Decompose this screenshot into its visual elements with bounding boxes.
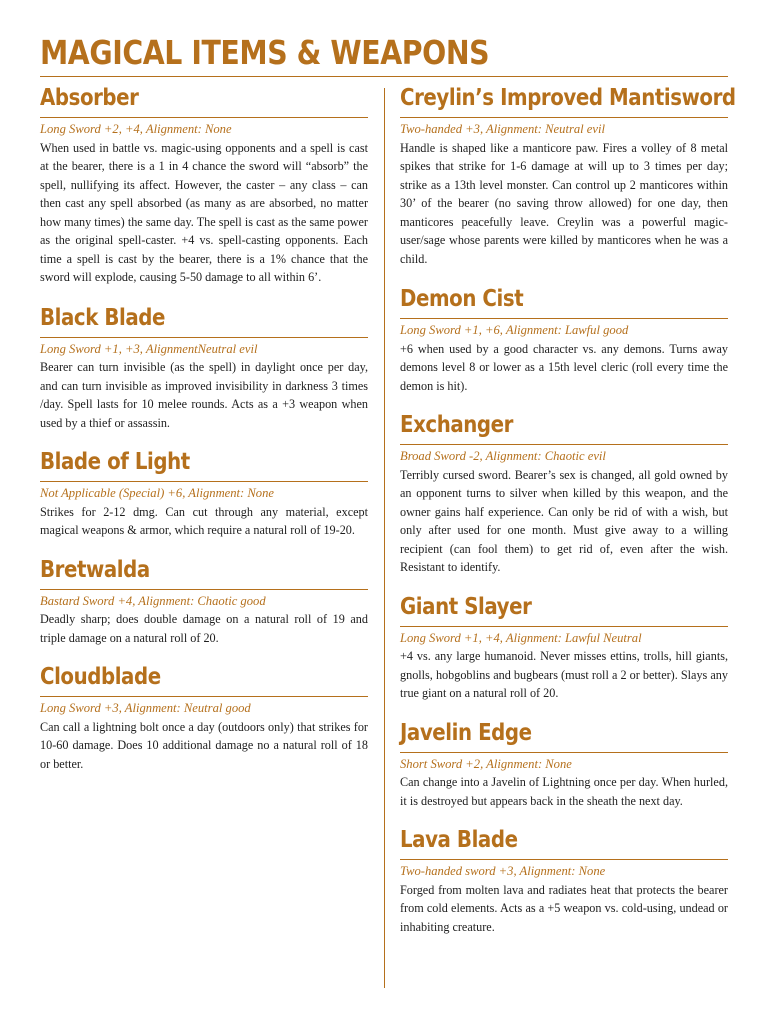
item-name: Giant Slayer <box>400 593 532 620</box>
item-stats: Long Sword +1, +6, Alignment: Lawful good <box>400 323 629 337</box>
item-stats: Bastard Sword +4, Alignment: Chaotic good <box>40 593 266 608</box>
item-stats: Long Sword +1, +4, Alignment: Lawful Neutral <box>400 630 642 645</box>
item-name: Exchanger <box>400 412 513 438</box>
item-description: Strikes for 2-12 dmg. Can cut through any material, except magical weapons & armor, which require a natural roll of 19-20. <box>40 504 368 537</box>
item-divider <box>400 626 728 627</box>
item-stats: Long Sword +1, +3, AlignmentNeutral evil <box>40 341 258 356</box>
item-divider <box>40 589 368 590</box>
item-divider <box>40 337 368 338</box>
item-description: Can change into a Javelin of Lightning once per day. When hurled, it is destroyed but appears back in the sheath the next day. <box>400 775 728 808</box>
item-name: Lava Blade <box>400 827 518 853</box>
item-name: Absorber <box>40 85 139 111</box>
item-stats: Long Sword +3, Alignment: Neutral good <box>40 701 251 715</box>
item-description: Can call a lightning bolt once a day (outdoors only) that strikes for 10-60 damage. Does 10 additional damage no a natural roll of 18 or better. <box>40 719 368 771</box>
item-name: Javelin Edge <box>400 719 532 746</box>
item-entry-demon-cist <box>400 285 728 395</box>
item-entry-javelin-edge <box>400 719 728 811</box>
item-divider <box>400 859 728 860</box>
item-divider <box>400 752 728 753</box>
item-entry-lava-blade <box>400 826 728 936</box>
item-description: Bearer can turn invisible (as the spell) in daylight once per day, and can turn invisible as improved invisibility in darkness 3 times /day. Spell lasts for 10 melee rounds. Acts as a +3 weapon when used by a thief or assassin. <box>40 360 368 430</box>
item-description: Forged from molten lava and radiates heat that protects the bearer from cold elements. Acts as a +5 weapon vs. cold-using, undead or inhabiting creature. <box>400 882 728 934</box>
item-divider <box>400 444 728 445</box>
item-description: Handle is shaped like a manticore paw. Fires a volley of 8 metal spikes that strike for 1-6 damage at will up to 3 times per day; strike as a 13th level monster. Can control up 2 manticores within 30’ of the bearer (no saving throw allowed) for one day, then manticores peacefully leave. Creylin was a powerful magic-user/sage whose parents were killed by manticores when he was a child. <box>400 140 728 266</box>
item-divider <box>40 481 368 482</box>
item-stats: Short Sword +2, Alignment: None <box>400 756 572 771</box>
item-entry-exchanger <box>400 411 728 577</box>
item-entry-giant-slayer <box>400 593 728 703</box>
item-entry-bretwalda <box>40 556 368 648</box>
item-divider <box>400 117 728 118</box>
item-name: Bretwalda <box>40 556 150 583</box>
column-divider <box>384 88 385 988</box>
item-entry-blade-of-light <box>40 448 368 540</box>
item-name: Black Blade <box>40 304 166 331</box>
left-column <box>40 84 368 787</box>
item-divider <box>40 117 368 118</box>
title-divider <box>40 76 728 77</box>
item-description: When used in battle vs. magic-using opponents and a spell is cast at the bearer, there is a 1 in 4 chance the sword will “absorb” the spell, nullifying its affect. However, the caster – any class – can then cast any spell absorbed (as many as are absorbed, no matter how many times) the same day. The spell is cast as the same power as the original spell-caster. +4 vs. spell-casting opponents. Each time a spell is cast by the bearer, there is a 1% chance that the sword will explode, causing 5-50 damage to all within 6’. <box>40 140 368 284</box>
item-description: +4 vs. any large humanoid. Never misses ettins, trolls, hill giants, gnolls, hobgoblins and bugbears (must roll a 2 or better). Slays any true giant on a natural roll of 20. <box>400 649 728 700</box>
item-name: Demon Cist <box>400 286 524 312</box>
item-description: +6 when used by a good character vs. any demons. Turns away demons level 8 or lower as a 15th level cleric (roll every time the demon is hit). <box>400 341 728 393</box>
item-divider <box>40 696 368 697</box>
item-stats: Two-handed sword +3, Alignment: None <box>400 864 606 878</box>
item-name: Creylin’s Improved Mantisword <box>400 85 736 111</box>
item-description: Terribly cursed sword. Bearer’s sex is changed, all gold owned by an opponent turns to silver when killed by this weapon, and the owner gains half experience. Can only be rid of with a wish, but only after used for one month. Must give away to a willing recipient (can fool them) to get rid of, even after the wish. Resistant to identify. <box>400 467 728 574</box>
item-stats: Not Applicable (Special) +6, Alignment: None <box>40 486 274 500</box>
item-stats: Two-handed +3, Alignment: Neutral evil <box>400 122 605 136</box>
item-description: Deadly sharp; does double damage on a natural roll of 19 and triple damage on a natural roll of 20. <box>40 612 368 645</box>
item-entry-absorber <box>40 84 368 287</box>
item-stats: Long Sword +2, +4, Alignment: None <box>40 122 232 136</box>
item-entry-creylins-improved-mantisword <box>400 84 736 268</box>
right-column <box>400 84 736 950</box>
item-divider <box>400 318 728 319</box>
item-entry-cloudblade <box>40 663 368 773</box>
item-entry-black-blade <box>40 304 368 433</box>
item-name: Cloudblade <box>40 664 161 690</box>
item-name: Blade of Light <box>40 449 190 475</box>
page-title: MAGICAL ITEMS & WEAPONS <box>40 33 490 72</box>
item-stats: Broad Sword -2, Alignment: Chaotic evil <box>400 449 606 463</box>
